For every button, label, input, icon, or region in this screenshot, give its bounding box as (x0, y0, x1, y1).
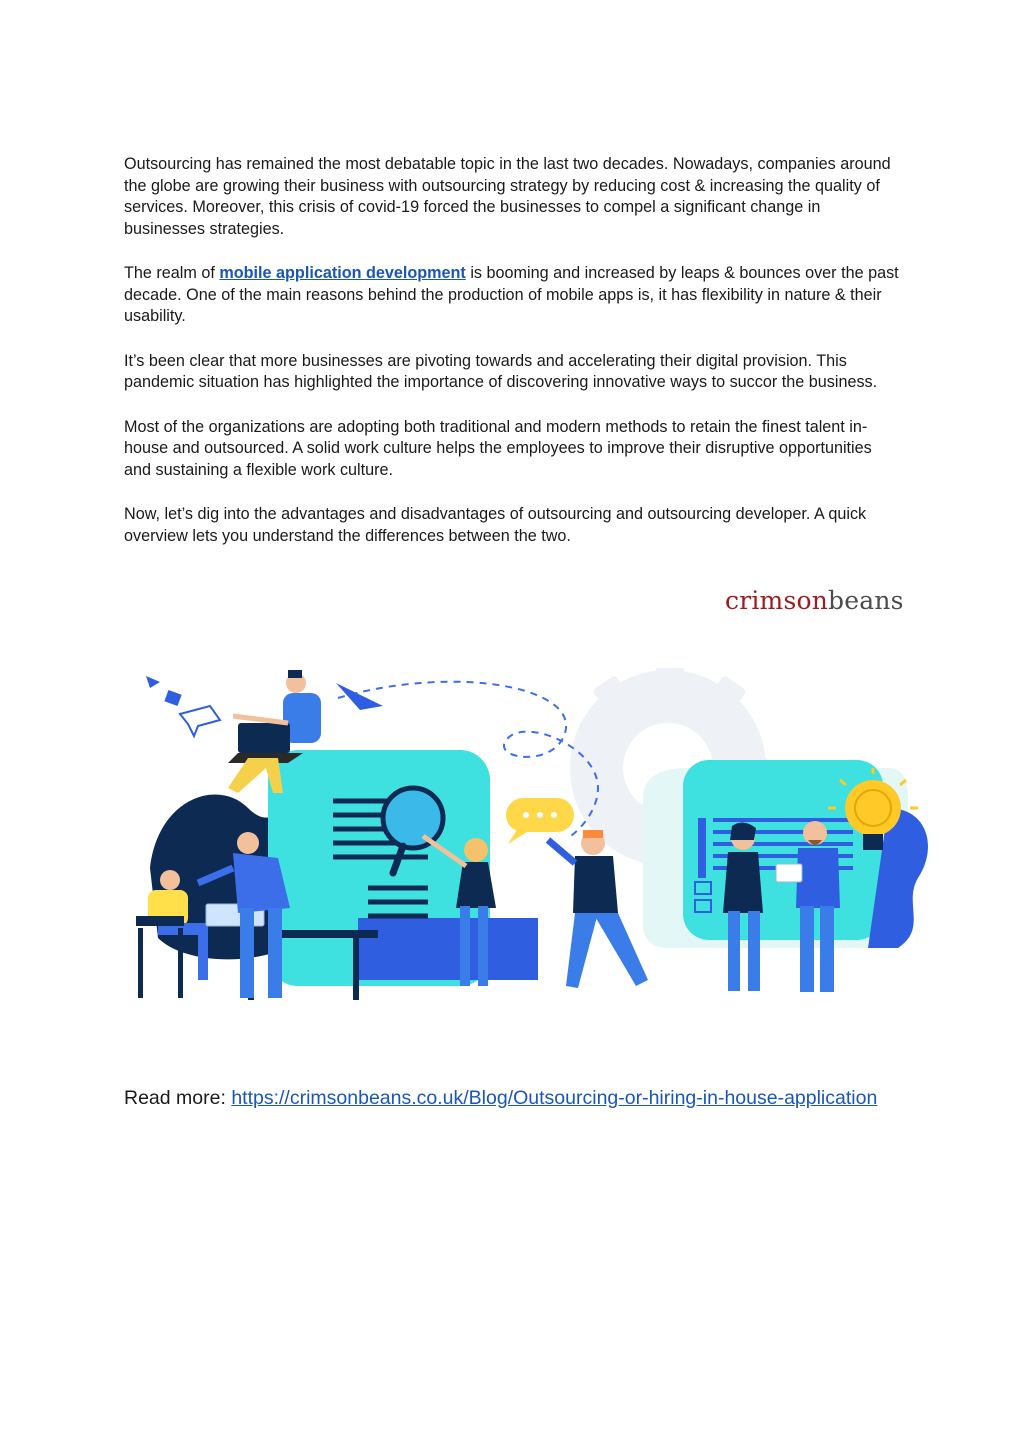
logo-part-crimson: crimson (725, 586, 829, 615)
paragraph-intro: Outsourcing has remained the most debatable topic in the last two decades. Nowadays, companies around the globe are growing their business with outsourcing strategy by reducing cost & increasing the quality of services. Moreover, this crisis of covid-19 forced the businesses to compel a significant change in businesses strategies. (124, 155, 891, 238)
chat-bubble-outline-icon (180, 706, 220, 736)
document-card-base (358, 918, 538, 980)
paper-plane-small-icon (146, 676, 160, 688)
paragraph-organizations: Most of the organizations are adopting both traditional and modern methods to retain the finest talent in-house and outsourced. A solid work culture helps the employees to improve their disruptive opportunities and sustaining a flexible work culture. (124, 417, 872, 479)
paragraph-overview: Now, let’s dig into the advantages and disadvantages of outsourcing and outsourcing developer. A quick overview lets you understand the differences between the two. (124, 505, 867, 545)
crimsonbeans-logo (725, 586, 904, 615)
paragraph-text: The realm of (124, 264, 220, 282)
mobile-app-dev-link[interactable]: mobile application development (219, 264, 466, 282)
paragraph-pivoting: It’s been clear that more businesses are pivoting towards and accelerating their digital provision. This pandemic situation has highlighted the importance of discovering innovative ways to succor the business. (124, 351, 878, 391)
profile-marker (698, 818, 706, 878)
read-more-label: Read more: (124, 1087, 226, 1109)
read-more (124, 1086, 884, 1110)
speech-bubble-icon (506, 798, 574, 844)
team-collaboration-illustration (128, 668, 940, 1008)
paragraph-mobile-dev (124, 263, 899, 328)
shape-square-icon (164, 690, 181, 706)
paragraph-text: is booming and increased by leaps & bounces over the past decade. One of the main reasons behind the production of mobile apps is, it has flexibility in nature & their usability. (124, 264, 899, 325)
logo-part-beans: beans (828, 586, 904, 615)
read-more-link[interactable]: https://crimsonbeans.co.uk/Blog/Outsourcing-or-hiring-in-house-application (231, 1087, 878, 1109)
article-body (124, 154, 899, 570)
profile-card (683, 760, 883, 940)
